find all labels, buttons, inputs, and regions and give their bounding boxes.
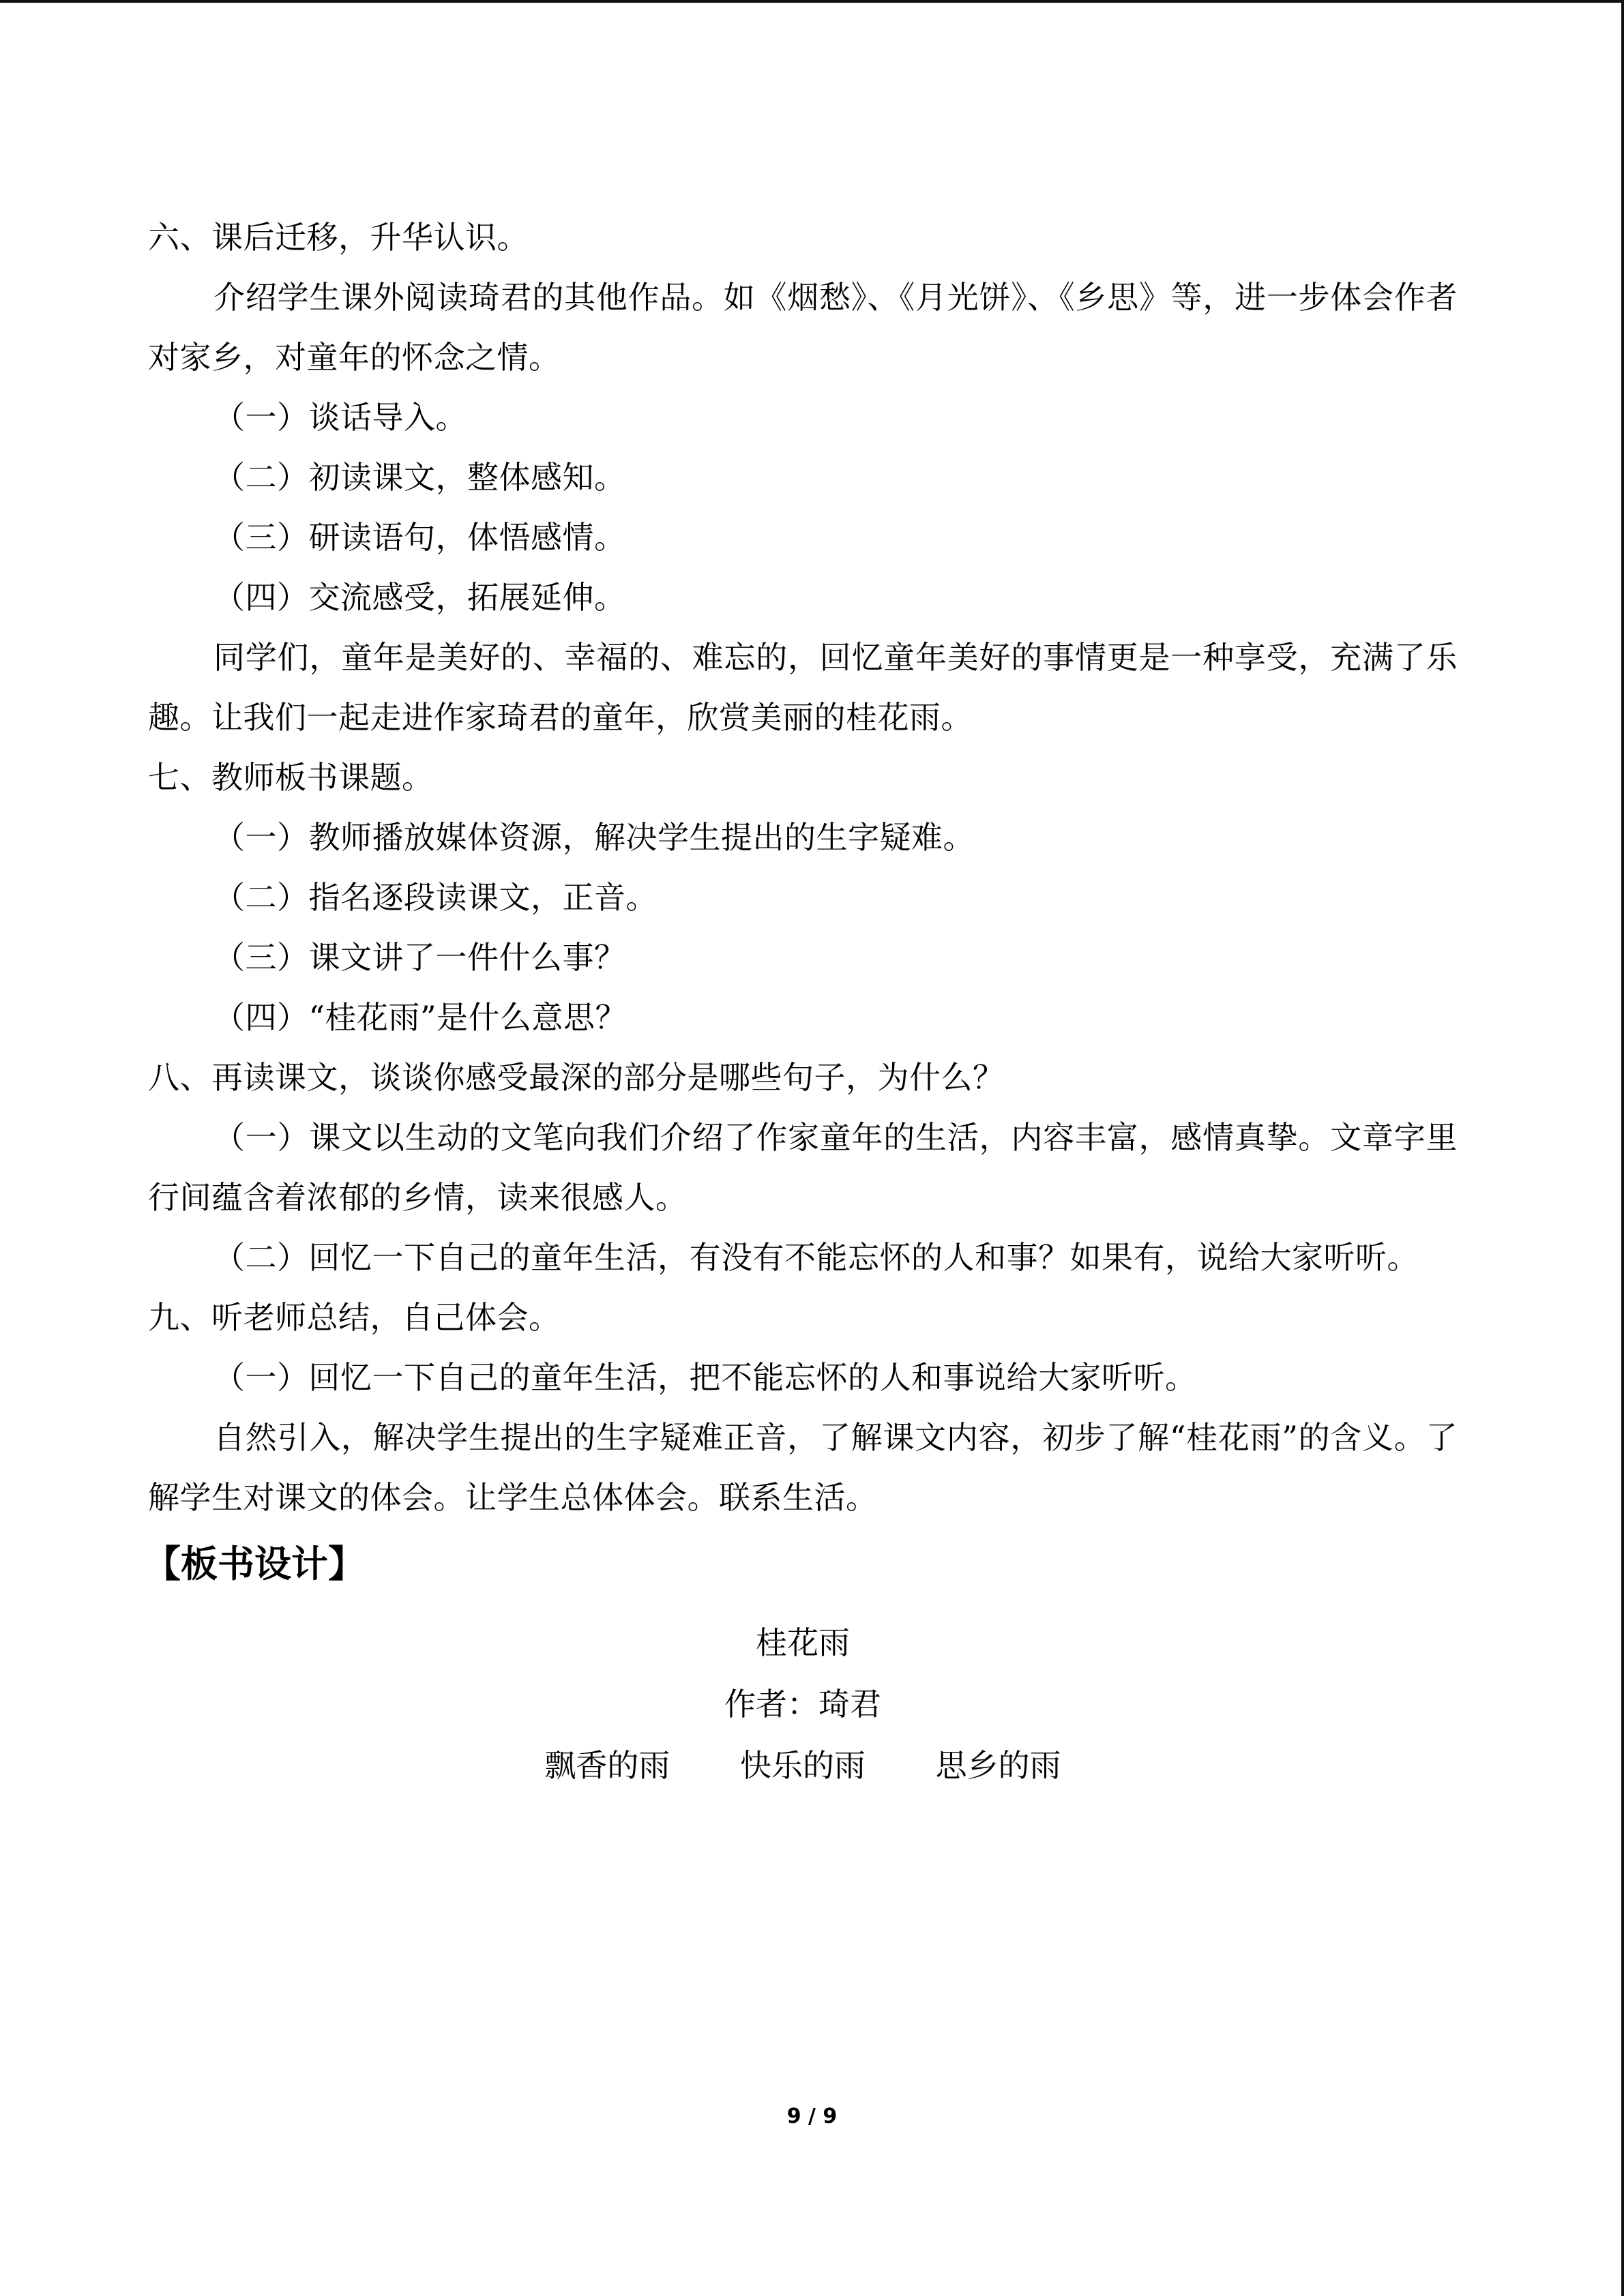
section-6-closing: 同学们，童年是美好的、幸福的、难忘的，回忆童年美好的事情更是一种享受，充满了乐趣。让我们一起走进作家琦君的童年，欣赏美丽的桂花雨。 bbox=[148, 639, 1458, 736]
board-author: 作者：琦君 bbox=[724, 1686, 881, 1723]
section-heading-9: 九、听老师总结，自己体会。 bbox=[148, 1299, 561, 1336]
page-number: 9 / 9 bbox=[786, 2104, 838, 2128]
board-design-heading: 【板书设计】 bbox=[144, 1542, 365, 1585]
section-6-item-4: （四）交流感受，拓展延伸。 bbox=[213, 579, 626, 616]
lesson-content bbox=[144, 207, 1458, 1598]
section-heading-7: 七、教师板书课题。 bbox=[148, 759, 434, 796]
section-6-item-3: （三）研读语句，体悟感情。 bbox=[213, 519, 626, 556]
board-phrase-happy-rain: 快乐的雨 bbox=[740, 1747, 866, 1784]
section-heading-8: 八、再读课文，谈谈你感受最深的部分是哪些句子，为什么？ bbox=[148, 1059, 1005, 1096]
section-6-item-1: （一）谈话导入。 bbox=[213, 399, 467, 436]
section-6-item-2: （二）初读课文，整体感知。 bbox=[213, 459, 626, 496]
section-7-item-4: （四）“桂花雨”是什么意思？ bbox=[213, 999, 628, 1036]
board-phrase-homesick-rain: 思乡的雨 bbox=[935, 1747, 1061, 1784]
section-7-item-2: （二）指名逐段读课文，正音。 bbox=[213, 879, 658, 916]
section-8-item-1: （一）课文以生动的文笔向我们介绍了作家童年的生活，内容丰富，感情真挚。文章字里行间蕴含着浓郁的乡情，读来很感人。 bbox=[148, 1119, 1458, 1216]
board-design bbox=[148, 1612, 1458, 1796]
board-phrases bbox=[148, 1735, 1458, 1796]
section-7-item-3: （三）课文讲了一件什么事？ bbox=[213, 939, 626, 976]
board-phrase-fragrant-rain: 飘香的雨 bbox=[544, 1747, 670, 1784]
section-9-item-1: （一）回忆一下自己的童年生活，把不能忘怀的人和事说给大家听听。 bbox=[213, 1359, 1197, 1396]
section-8-item-2: （二）回忆一下自己的童年生活，有没有不能忘怀的人和事？如果有，说给大家听听。 bbox=[213, 1239, 1419, 1276]
section-7-item-1: （一）教师播放媒体资源，解决学生提出的生字疑难。 bbox=[213, 819, 975, 856]
board-title: 桂花雨 bbox=[756, 1624, 850, 1661]
section-heading-6: 六、课后迁移，升华认识。 bbox=[148, 219, 529, 256]
section-6-paragraph: 介绍学生课外阅读琦君的其他作品。如《烟愁》、《月光饼》、《乡思》等，进一步体会作者对家乡，对童年的怀念之情。 bbox=[148, 279, 1458, 376]
section-9-closing: 自然引入，解决学生提出的生字疑难正音，了解课文内容，初步了解“桂花雨”的含义。了解学生对课文的体会。让学生总体体会。联系生活。 bbox=[148, 1419, 1458, 1516]
